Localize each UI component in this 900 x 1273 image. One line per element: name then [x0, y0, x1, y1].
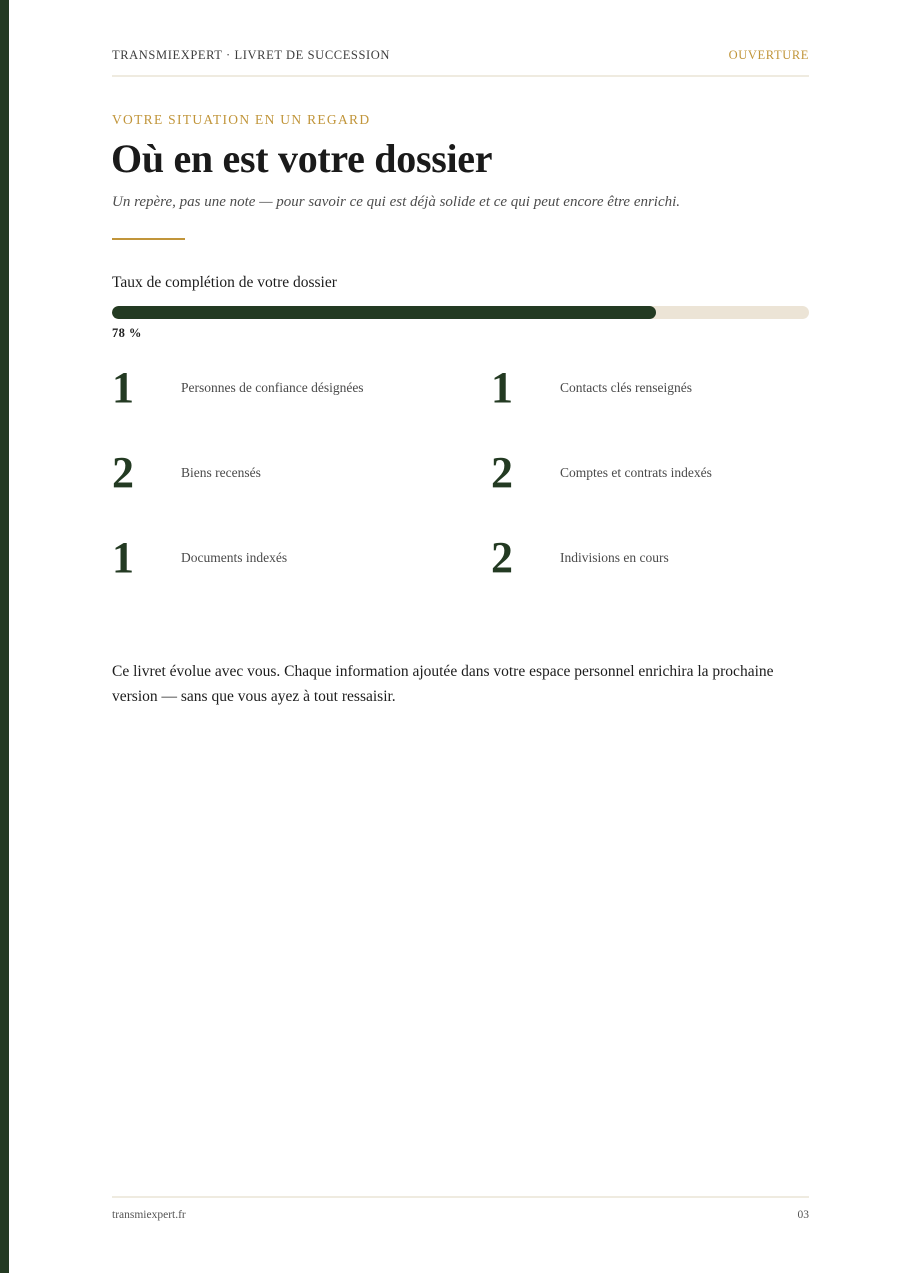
stat-number: 1 — [112, 533, 134, 582]
progress-label: Taux de complétion de votre dossier — [112, 274, 337, 291]
progress-bar — [112, 306, 809, 319]
stats-grid — [112, 360, 809, 615]
stat-indivisions — [491, 530, 809, 615]
side-accent-bar — [0, 0, 9, 1273]
stat-accounts-contracts — [491, 445, 809, 530]
body-paragraph: Ce livret évolue avec vous. Chaque information ajoutée dans votre espace personnel enrichira la prochaine version — sans que vous ayez à tout ressaisir. — [112, 663, 774, 705]
stat-number: 2 — [112, 448, 134, 497]
stat-number: 1 — [491, 363, 513, 412]
page-header — [112, 47, 809, 77]
stat-label: Documents indexés — [181, 550, 288, 565]
stat-label: Contacts clés renseignés — [560, 380, 692, 395]
page-number: 03 — [797, 1209, 809, 1221]
stat-number: 2 — [491, 448, 513, 497]
footer-website: transmiexpert.fr — [112, 1209, 186, 1221]
stat-number: 2 — [491, 533, 513, 582]
page-footer — [112, 1196, 809, 1228]
header-section-label: OUVERTURE — [728, 48, 809, 62]
stat-assets — [112, 445, 491, 530]
stat-trusted-persons — [112, 360, 491, 445]
page-title: Où en est votre dossier — [111, 136, 493, 181]
stat-label: Personnes de confiance désignées — [181, 380, 364, 395]
section-eyebrow: VOTRE SITUATION EN UN REGARD — [112, 112, 371, 127]
stat-documents — [112, 530, 491, 615]
progress-bar-fill — [112, 306, 656, 319]
stat-label: Indivisions en cours — [560, 550, 669, 565]
progress-value: 78 % — [112, 326, 142, 340]
stat-label: Biens recensés — [181, 465, 261, 480]
header-brand: TRANSMIEXPERT · LIVRET DE SUCCESSION — [112, 48, 391, 62]
stat-label: Comptes et contrats indexés — [560, 465, 712, 480]
accent-divider — [112, 238, 185, 240]
page-subtitle: Un repère, pas une note — pour savoir ce qui est déjà solide et ce qui peut encore être enrichi. — [112, 194, 681, 210]
stat-key-contacts — [491, 360, 809, 445]
stat-number: 1 — [112, 363, 134, 412]
